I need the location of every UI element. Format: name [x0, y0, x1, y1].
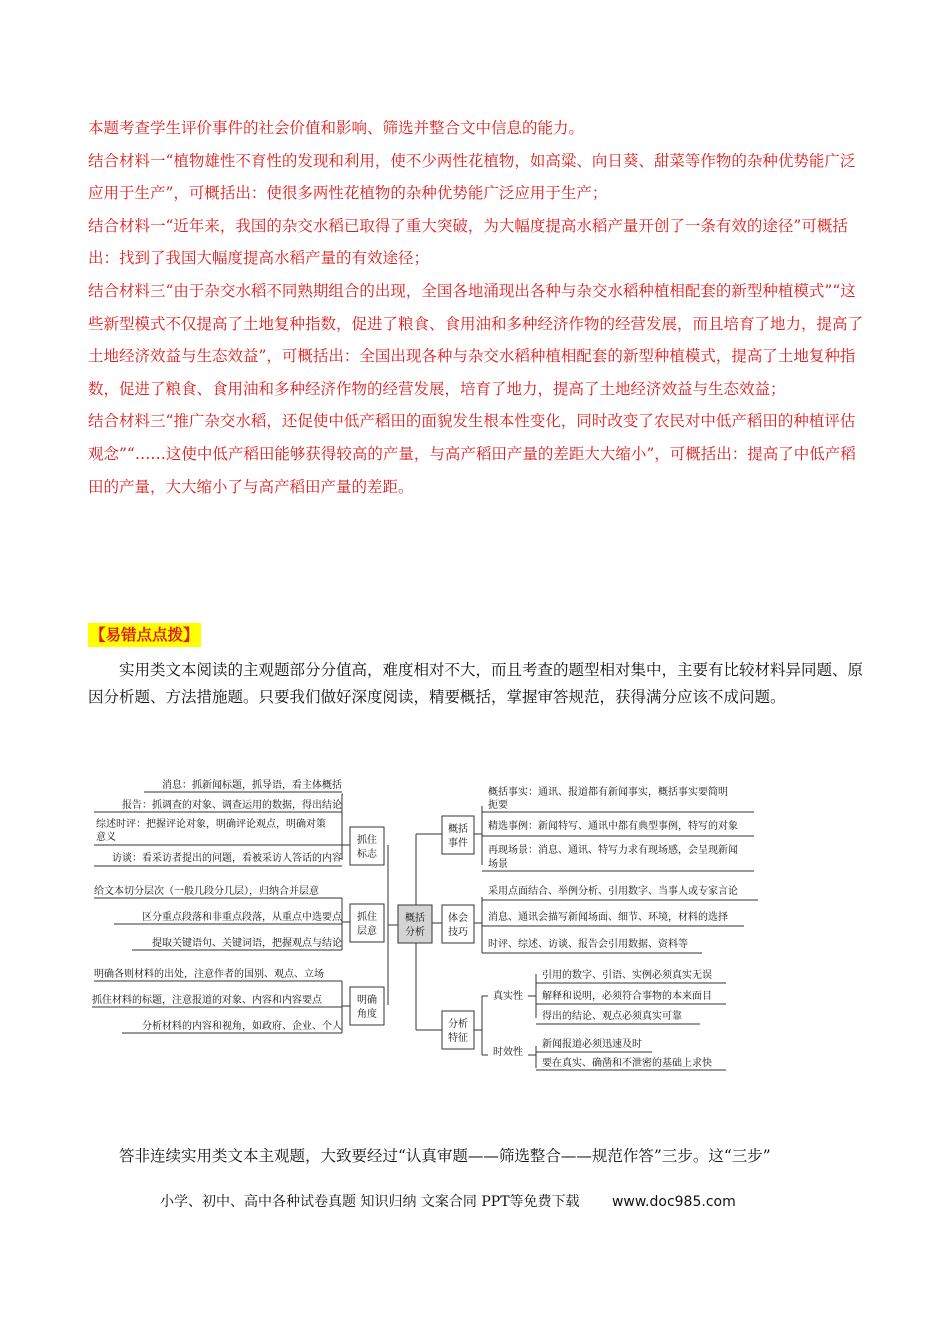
- left-item-1-4: 访谈：看采访者提出的问题，看被采访人答话的内容: [112, 853, 342, 864]
- tip-badge: 【易错点点拨】: [88, 623, 201, 647]
- left-item-1-1: 消息：抓新闻标题，抓导语，看主体概括: [162, 780, 342, 791]
- right-node-3-line-1: 分析: [448, 1019, 468, 1030]
- analysis-line-5: 结合材料三“推广杂交水稻，还促使中低产稻田的面貌发生根本性变化，同时改变了农民对中低产稻田的种植评估观念”“……这使中低产稻田能够获得较高的产量，与高产稻田产量的差距大大缩小”，可概括出：提高了中低产稻田的产量，大大缩小了与高产稻田产量的差距。: [88, 412, 856, 496]
- right-node-2-line-1: 体会: [448, 913, 468, 924]
- footer-text: 小学、初中、高中各种试卷真题 知识归纳 文案合同 PPT等免费下载: [160, 1194, 580, 1210]
- right-node-3-line-2: 特征: [448, 1033, 468, 1044]
- left-group-layers: [94, 884, 384, 950]
- right-item-1-3: 再现场景：消息、通讯、特写力求有现场感，会呈现新闻: [488, 845, 738, 856]
- right-node-1-line-1: 概括: [448, 824, 468, 835]
- bottom-paragraph: 答非连续实用类文本主观题，大致要经过“认真审题——筛选整合——规范作答”三步。这“三步”: [119, 1147, 771, 1165]
- right-item-3-4: 新闻报道必须迅速及时: [542, 1039, 642, 1050]
- left-item-2-3: 提取关键语句、关键词语，把握观点与结论: [152, 938, 342, 949]
- right-node-2-line-2: 技巧: [448, 927, 468, 938]
- left-item-1-3b: 意义: [96, 832, 116, 843]
- right-item-1-1: 概括事实：通讯、报道都有新闻事实，概括事实要简明: [488, 787, 728, 798]
- tip-paragraph: 实用类文本阅读的主观题部分分值高，难度相对不大，而且考查的题型相对集中，主要有比较材料异同题、原因分析题、方法措施题。只要我们做好深度阅读，精要概括，掌握审答规范，获得满分应该不成问题。: [88, 661, 864, 706]
- right-item-3-2: 解释和说明，必须符合事物的本来面目: [542, 991, 712, 1002]
- left-item-1-3: 综述时评：把握评论对象，明确评论观点，明确对策: [96, 819, 326, 830]
- left-item-2-1: 给文本切分层次（一般几段分几层），归纳合并层意: [94, 886, 319, 897]
- page-footer: [160, 1191, 736, 1211]
- left-node-1-line-2: 标志: [357, 849, 377, 860]
- left-node-2-line-2: 层意: [357, 926, 377, 937]
- right-item-2-2: 消息、通讯会描写新闻场面、细节、环境，材料的选择: [488, 912, 728, 923]
- right-item-3-1: 引用的数字、引语、实例必须真实无误: [542, 970, 712, 981]
- left-node-3-line-1: 明确: [357, 995, 377, 1006]
- left-item-3-2: 抓住材料的标题，注意报道的对象、内容和内容要点: [92, 995, 322, 1006]
- left-node-2-line-1: 抓住: [357, 912, 377, 923]
- left-node-3-line-2: 角度: [357, 1009, 377, 1020]
- center-label-2: 分析: [405, 927, 425, 938]
- right-item-1-2: 精选事例：新闻特写、通讯中都有典型事例，特写的对象: [488, 821, 738, 832]
- mindmap-center-node: [398, 905, 432, 943]
- left-group-angle: [92, 967, 384, 1033]
- left-item-3-1: 明确各则材料的出处，注意作者的国别、观点、立场: [94, 969, 324, 980]
- right-group-techniques: [442, 884, 758, 953]
- sub-node-authenticity: 真实性: [493, 991, 523, 1002]
- analysis-line-2: 结合材料一“植物雄性不育性的发现和利用，使不少两性花植物，如高粱、向日葵、甜菜等作物的杂种优势能广泛应用于生产”，可概括出：使很多两性花植物的杂种优势能广泛应用于生产；: [88, 151, 856, 203]
- right-item-1-3b: 场景: [488, 859, 508, 870]
- center-label-1: 概括: [405, 913, 425, 924]
- left-node-1-line-1: 抓住: [357, 835, 377, 846]
- right-item-2-3: 时评、综述、访谈、报告会引用数据、资料等: [488, 939, 688, 950]
- analysis-line-4: 结合材料三“由于杂交水稻不同熟期组合的出现，全国各地涌现出各种与杂交水稻种植相配套的新型种植模式”“这些新型模式不仅提高了土地复种指数，促进了粮食、食用油和多种经济作物的经营发展，而且培育了地力，提高了土地经济效益与生态效益”，可概括出：全国出现各种与杂交水稻种植相配套的新型种植模式，提高了土地复种指数，促进了粮食、食用油和多种经济作物的经营发展，培育了地力，提高了土地经济效益与生态效益；: [88, 281, 864, 398]
- footer-url[interactable]: www.doc985.com: [611, 1194, 736, 1210]
- analysis-line-3: 结合材料一“近年来，我国的杂交水稻已取得了重大突破，为大幅度提高水稻产量开创了一条有效的途径”可概括出：找到了我国大幅度提高水稻产量的有效途径；: [88, 216, 848, 268]
- mindmap-diagram: [92, 770, 772, 1075]
- left-item-1-2: 报告：抓调查的对象、调查运用的数据，得出结论: [122, 800, 342, 811]
- right-group-events: [442, 785, 754, 871]
- right-node-1-line-2: 事件: [448, 838, 468, 849]
- right-item-3-5: 要在真实、确凿和不泄密的基础上求快: [542, 1058, 712, 1069]
- left-group-signs: [94, 778, 384, 866]
- left-item-3-3: 分析材料的内容和视角，如政府、企业、个人: [142, 1021, 342, 1032]
- right-item-1-1b: 扼要: [488, 800, 508, 811]
- right-item-2-1: 采用点面结合、举例分析、引用数字、当事人或专家言论: [488, 886, 738, 897]
- analysis-line-1: 本题考查学生评价事件的社会价值和影响、筛选并整合文中信息的能力。: [88, 119, 585, 137]
- sub-node-timeliness: 时效性: [493, 1047, 523, 1058]
- answer-analysis: [88, 112, 863, 503]
- left-item-2-2: 区分重点段落和非重点段落，从重点中选要点: [142, 912, 342, 923]
- right-item-3-3: 得出的结论、观点必须真实可靠: [542, 1011, 682, 1022]
